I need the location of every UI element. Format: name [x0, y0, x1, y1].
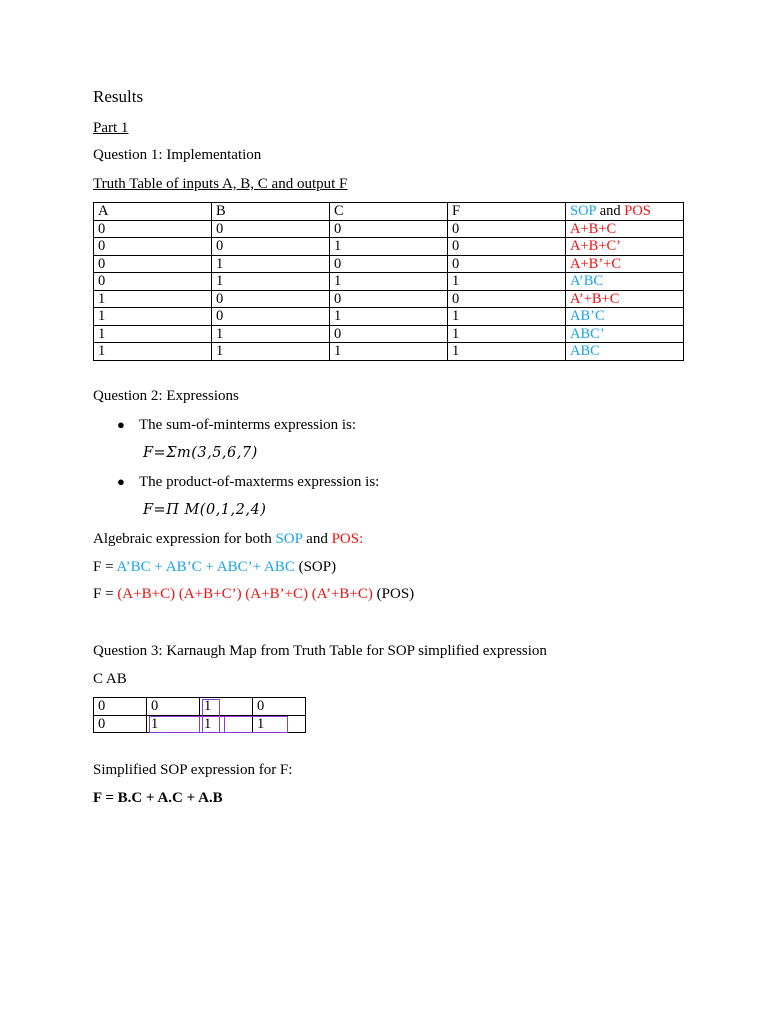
header-c: C: [330, 203, 448, 221]
bullet-dot: ●: [117, 474, 125, 489]
cell-a: 1: [94, 290, 212, 308]
cell-f: 0: [448, 255, 566, 273]
sop-expression: A’BC + AB’C + ABC’+ ABC: [116, 559, 295, 575]
table-row: [94, 290, 684, 308]
cell-term: A’BC: [566, 273, 684, 291]
cell-f: 0: [448, 238, 566, 256]
cell-c: 0: [330, 325, 448, 343]
cell-term: A’+B+C: [566, 290, 684, 308]
cell-c: 0: [330, 220, 448, 238]
kmap-cell: 1: [253, 715, 306, 733]
maxterms-label: The product-of-maxterms expression is:: [139, 474, 380, 490]
cell-a: 0: [94, 255, 212, 273]
table-row: [94, 325, 684, 343]
cell-c: 1: [330, 273, 448, 291]
bullet-dot: ●: [117, 417, 125, 432]
cell-c: 0: [330, 255, 448, 273]
simplified-expression: F = B.C + A.C + A.B: [93, 790, 223, 806]
cell-b: 1: [212, 255, 330, 273]
sop-equation: [93, 558, 336, 576]
header-sop: SOP: [570, 203, 597, 220]
cell-term: AB’C: [566, 308, 684, 326]
table-row: [94, 343, 684, 361]
pos-expression: (A+B+C) (A+B+C’) (A+B’+C) (A’+B+C): [117, 586, 373, 602]
question-2-title: Question 2: Expressions: [93, 388, 239, 404]
kmap-cell: 0: [147, 698, 200, 716]
table-row: [94, 273, 684, 291]
cell-term: ABC’: [566, 325, 684, 343]
table-row: [94, 220, 684, 238]
header-a: A: [94, 203, 212, 221]
cell-b: 1: [212, 273, 330, 291]
part-label: Part 1: [93, 120, 129, 136]
cell-f: 1: [448, 325, 566, 343]
header-f: F: [448, 203, 566, 221]
cell-b: 1: [212, 343, 330, 361]
minterms-expression: F=Σm(3,5,6,7): [143, 445, 258, 461]
cell-f: 1: [448, 343, 566, 361]
kmap-cell: 1: [200, 698, 253, 716]
kmap-cell: 0: [94, 715, 147, 733]
cell-term: ABC: [566, 343, 684, 361]
kmap-row: [94, 698, 306, 716]
kmap-cell: 0: [94, 698, 147, 716]
algebraic-expression-label: [93, 530, 363, 548]
cell-f: 0: [448, 220, 566, 238]
minterms-label: The sum-of-minterms expression is:: [139, 417, 357, 433]
table-row: [94, 308, 684, 326]
table-row: [94, 255, 684, 273]
cell-f: 1: [448, 308, 566, 326]
maxterms-expression: F=Π M(0,1,2,4): [143, 502, 267, 518]
cell-b: 0: [212, 220, 330, 238]
pos-equation: [93, 585, 414, 603]
cell-term: A+B’+C: [566, 255, 684, 273]
header-b: B: [212, 203, 330, 221]
kmap-cell: 1: [200, 715, 253, 733]
cell-f: 0: [448, 290, 566, 308]
header-pos: POS: [624, 203, 651, 220]
cell-c: 1: [330, 308, 448, 326]
kmap-group-right: [199, 716, 288, 733]
cell-b: 1: [212, 325, 330, 343]
cell-c: 1: [330, 343, 448, 361]
algebraic-colon: :: [359, 531, 364, 547]
simplified-label: Simplified SOP expression for F:: [93, 762, 293, 778]
question-1-title: Question 1: Implementation: [93, 147, 262, 163]
sop-suffix: (SOP): [294, 559, 337, 575]
cell-b: 0: [212, 308, 330, 326]
table-row: [94, 238, 684, 256]
header-and: and: [596, 203, 625, 220]
results-heading: Results: [93, 87, 144, 106]
question-3-title: Question 3: Karnaugh Map from Truth Table for SOP simplified expression: [93, 643, 547, 659]
cell-a: 1: [94, 325, 212, 343]
algebraic-sop: SOP: [275, 531, 303, 547]
cell-c: 1: [330, 238, 448, 256]
cell-c: 0: [330, 290, 448, 308]
sop-prefix: F =: [93, 559, 117, 575]
cell-b: 0: [212, 290, 330, 308]
algebraic-prefix: Algebraic expression for both: [93, 531, 276, 547]
cell-a: 0: [94, 273, 212, 291]
cell-f: 1: [448, 273, 566, 291]
cell-b: 0: [212, 238, 330, 256]
header-sop-pos: [566, 203, 684, 221]
kmap-axis-label: C AB: [93, 671, 127, 687]
truth-table-caption: Truth Table of inputs A, B, C and output F: [93, 176, 348, 192]
cell-a: 1: [94, 308, 212, 326]
cell-a: 0: [94, 238, 212, 256]
cell-a: 1: [94, 343, 212, 361]
pos-suffix: (POS): [372, 586, 415, 602]
cell-term: A+B+C’: [566, 238, 684, 256]
algebraic-pos: POS: [331, 531, 360, 547]
cell-a: 0: [94, 220, 212, 238]
kmap-cell: 0: [253, 698, 306, 716]
algebraic-and: and: [302, 531, 332, 547]
truth-table-header-row: [94, 203, 684, 221]
pos-prefix: F =: [93, 586, 118, 602]
truth-table: [93, 202, 684, 361]
cell-term: A+B+C: [566, 220, 684, 238]
kmap-cell: 1: [147, 715, 200, 733]
